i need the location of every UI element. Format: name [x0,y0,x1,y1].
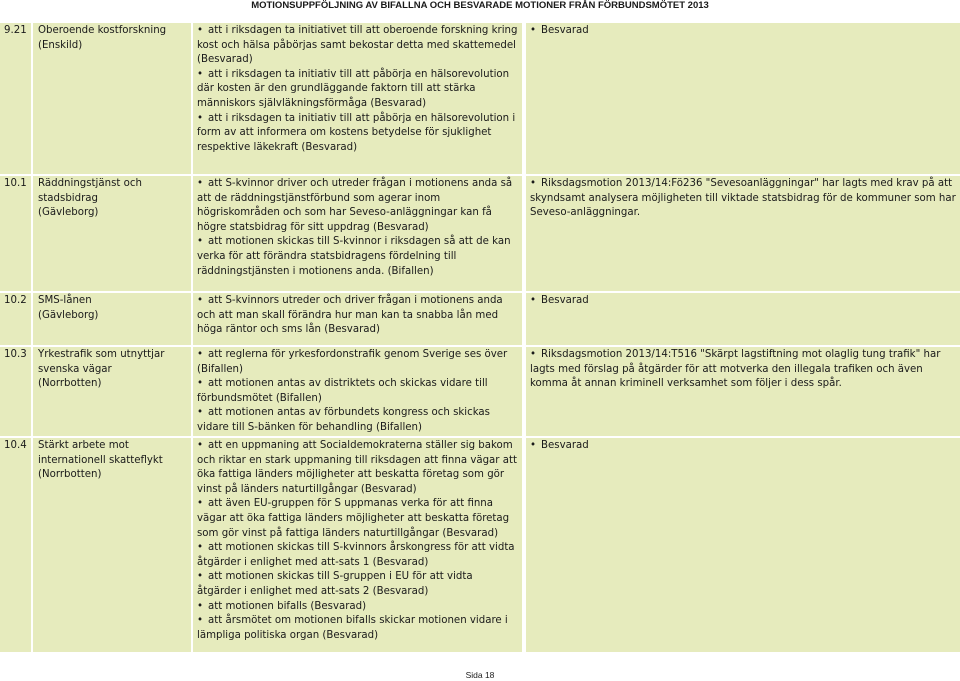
list-item [197,497,518,541]
bullet-icon: • [197,407,204,419]
list-item [197,68,518,112]
bullet-icon: • [530,25,537,36]
bullet-icon: • [197,178,204,189]
list-item [197,177,518,235]
bullet-icon: • [197,236,204,248]
outcome-cell [524,437,960,653]
list-item [197,439,518,497]
motion-origin: (Norrbotten) [38,469,102,481]
att-sats-text: att motionen antas av distriktets och skickas vidare till förbundsmötet (Bifallen) [197,378,488,404]
outcome-item [530,177,956,221]
table-row [0,437,960,653]
bullet-icon: • [197,25,204,36]
att-sats-text: att motionen skickas till S-kvinnor i riksdagen så att de kan verka för att förändra statsbidragens fördelning till räddningstjänsten i motionens anda. (Bifallen) [197,236,511,277]
bullet-icon: • [197,498,204,510]
bullet-icon: • [197,440,204,451]
list-item [197,112,518,156]
att-sats-text: att motionen skickas till S-kvinnors årskongress för att vidta åtgärder i enlighet med att-sats 1 (Besvarad) [197,542,515,568]
outcome-text: Besvarad [541,295,589,306]
motion-number: 9.21 [0,23,32,175]
motion-title-cell [32,175,192,292]
list-item [197,570,518,599]
motion-number: 10.3 [0,346,32,437]
att-sats-text: att motionen antas av förbundets kongress och skickas vidare till S-bänken för behandling (Bifallen) [197,407,490,433]
att-sats-text: att reglerna för yrkesfordonstrafik genom Sverige ses över (Bifallen) [197,349,508,375]
att-satser-cell [192,23,524,175]
outcome-text: Riksdagsmotion 2013/14:Fö236 "Sevesoanläggningar" har lagts med krav på att skyndsamt analysera möjligheten till viktade statsbidrag för de kommuner som har Seveso-anläggningar. [530,178,956,219]
bullet-icon: • [197,542,204,554]
motion-origin: (Gävleborg) [38,207,99,219]
att-satser-cell [192,346,524,437]
att-satser-cell [192,437,524,653]
table-row [0,346,960,437]
att-sats-text: att motionen skickas till S-gruppen i EU för att vidta åtgärder i enlighet med att-sats 2 (Besvarad) [197,571,473,597]
outcome-cell [524,175,960,292]
bullet-icon: • [197,615,204,627]
outcome-cell [524,23,960,175]
motion-number: 10.2 [0,292,32,346]
motion-origin: (Enskild) [38,39,83,51]
list-item [197,614,518,643]
att-sats-text: att motionen bifalls (Besvarad) [208,600,367,612]
motion-title: Yrkestrafik som utnyttjar svenska vägar [38,349,165,375]
bullet-icon: • [197,600,204,612]
outcome-item [530,294,956,309]
outcome-text: Riksdagsmotion 2013/14:T516 "Skärpt lagstiftning mot olaglig tung trafik" har lagts med förslag på åtgärder för att motverka den illegala trafiken och även komma åt annan kriminell verksamhet som följer i dess spår. [530,349,941,390]
motion-table [0,23,960,654]
list-item [197,235,518,279]
bullet-icon: • [530,295,537,306]
bullet-icon: • [197,112,204,124]
list-item [197,294,518,338]
table-row [0,23,960,175]
list-item [197,406,518,435]
motion-title: Oberoende kostforskning [38,25,167,36]
bullet-icon: • [197,295,204,306]
att-sats-text: att en uppmaning att Socialdemokraterna ställer sig bakom och riktar en stark uppmaning till riksdagen att finna vägar att öka fattiga länders möjligheter att beskatta företag som gör vinst på länders naturtillgångar (Besvarad) [197,440,517,495]
bullet-icon: • [197,68,204,80]
bullet-icon: • [530,440,537,451]
att-satser-cell [192,292,524,346]
list-item [197,377,518,406]
motion-number: 10.4 [0,437,32,653]
motion-title-cell [32,23,192,175]
motion-origin: (Gävleborg) [38,309,99,321]
att-sats-text: att i riksdagen ta initiativet till att oberoende forskning kring kost och hälsa påbörjas samt bekostar detta med skattemedel (Besvarad) [197,25,518,66]
att-sats-text: att S-kvinnors utreder och driver frågan i motionens anda och att man skall förändra hur man kan ta snabba lån med höga räntor och sms lån (Besvarad) [197,295,503,336]
bullet-icon: • [197,378,204,390]
bullet-icon: • [530,178,537,189]
table-row [0,175,960,292]
att-satser-cell [192,175,524,292]
motion-title-cell [32,437,192,653]
list-item [197,348,518,377]
bullet-icon: • [530,349,537,360]
outcome-item [530,439,956,454]
outcome-item [530,348,956,392]
motion-title: SMS-lånen [38,295,92,306]
outcome-cell [524,346,960,437]
motion-title-cell [32,346,192,437]
outcome-text: Besvarad [541,440,589,451]
outcome-text: Besvarad [541,25,589,36]
motion-origin: (Norrbotten) [38,378,102,390]
bullet-icon: • [197,349,204,360]
att-sats-text: att i riksdagen ta initiativ till att påbörja en hälsorevolution där kosten är den grundläggande faktorn till att stärka människors självläkningsförmåga (Besvarad) [197,68,510,109]
motion-title: Räddningstjänst och stadsbidrag [38,178,142,204]
page-header-title: MOTIONSUPPFÖLJNING AV BIFALLNA OCH BESVARADE MOTIONER FRÅN FÖRBUNDSMÖTET 2013 [251,0,709,11]
table-row [0,292,960,346]
motion-title-cell [32,292,192,346]
page-number: Sida 18 [465,670,495,680]
list-item [197,24,518,68]
att-sats-text: att även EU-gruppen för S uppmanas verka för att finna vägar att öka fattiga länders möjligheter att beskatta företag som gör vinst på fattiga länders naturtillgångar (Besvarad) [197,498,510,539]
list-item [197,600,518,615]
outcome-item [530,24,956,39]
motion-number: 10.1 [0,175,32,292]
outcome-cell [524,292,960,346]
att-sats-text: att årsmötet om motionen bifalls skickar motionen vidare i lämpliga politiska organ (Besvarad) [197,615,508,641]
att-sats-text: att S-kvinnor driver och utreder frågan i motionens anda så att de räddningstjänstförbund som agerar inom högriskområden och som har Seveso-anläggningar kan få högre statsbidrag för sitt uppdrag (Besvarad) [197,178,513,233]
motion-title: Stärkt arbete mot internationell skatteflykt [38,440,163,466]
list-item [197,541,518,570]
att-sats-text: att i riksdagen ta initiativ till att påbörja en hälsorevolution i form av att informera om kostens betydelse för sjuklighet respektive läkekraft (Besvarad) [197,112,516,153]
bullet-icon: • [197,571,204,583]
